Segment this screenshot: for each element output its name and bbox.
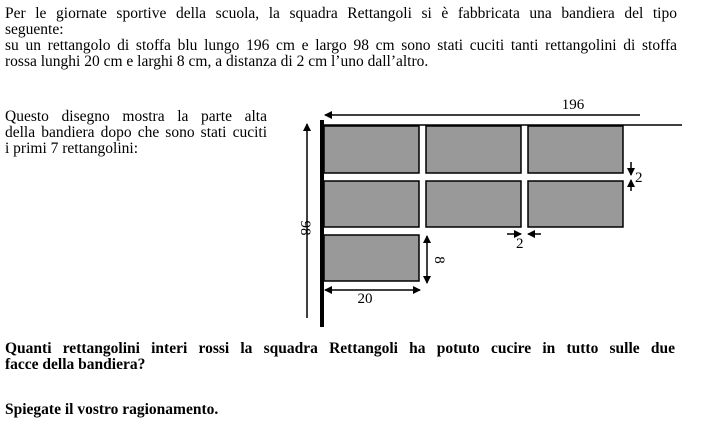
rectangle-4: [324, 181, 419, 227]
intro-line-4: rossa lunghi 20 cm e larghi 8 cm, a distanza di 2 cm l’uno dall’altro.: [5, 53, 429, 70]
sewn-rectangles: [324, 126, 623, 281]
intro-line-1: Per le giornate sportive della scuola, la squadra Rettangoli si è fabbricata una bandiera del tipo: [5, 5, 677, 22]
question-line-2: facce della bandiera?: [5, 356, 146, 373]
rect-height-label: 8: [431, 256, 447, 264]
height-label: 98: [297, 220, 313, 236]
rectangle-3: [528, 126, 623, 173]
rectangle-6: [528, 181, 623, 227]
intro-line-3: su un rettangolo di stoffa blu lungo 196 cm e largo 98 cm sono stati cuciti tanti rettangolini di stoffa: [5, 37, 677, 54]
rectangle-7: [324, 235, 419, 281]
question-line-1: Quanti rettangolini interi rossi la squadra Rettangoli ha potuto cucire in tutto sulle due: [5, 340, 675, 357]
description-line-3: i primi 7 rettangolini:: [5, 140, 139, 157]
gap-vertical-label: 2: [635, 170, 643, 186]
rectangle-1: [324, 126, 419, 173]
question: [5, 341, 675, 373]
intro-line-2: seguente:: [5, 21, 64, 38]
explain-instruction: Spiegate il vostro ragionamento.: [5, 401, 219, 418]
rect-length-label: 20: [357, 291, 373, 307]
description-line-1: Questo disegno mostra la parte alta: [5, 108, 267, 125]
gap-horizontal-label: 2: [516, 236, 524, 252]
rectangle-2: [426, 126, 521, 173]
rectangle-5: [426, 181, 521, 227]
description-line-2: della bandiera dopo che sono stati cuciti: [5, 124, 267, 141]
width-label: 196: [561, 97, 585, 113]
